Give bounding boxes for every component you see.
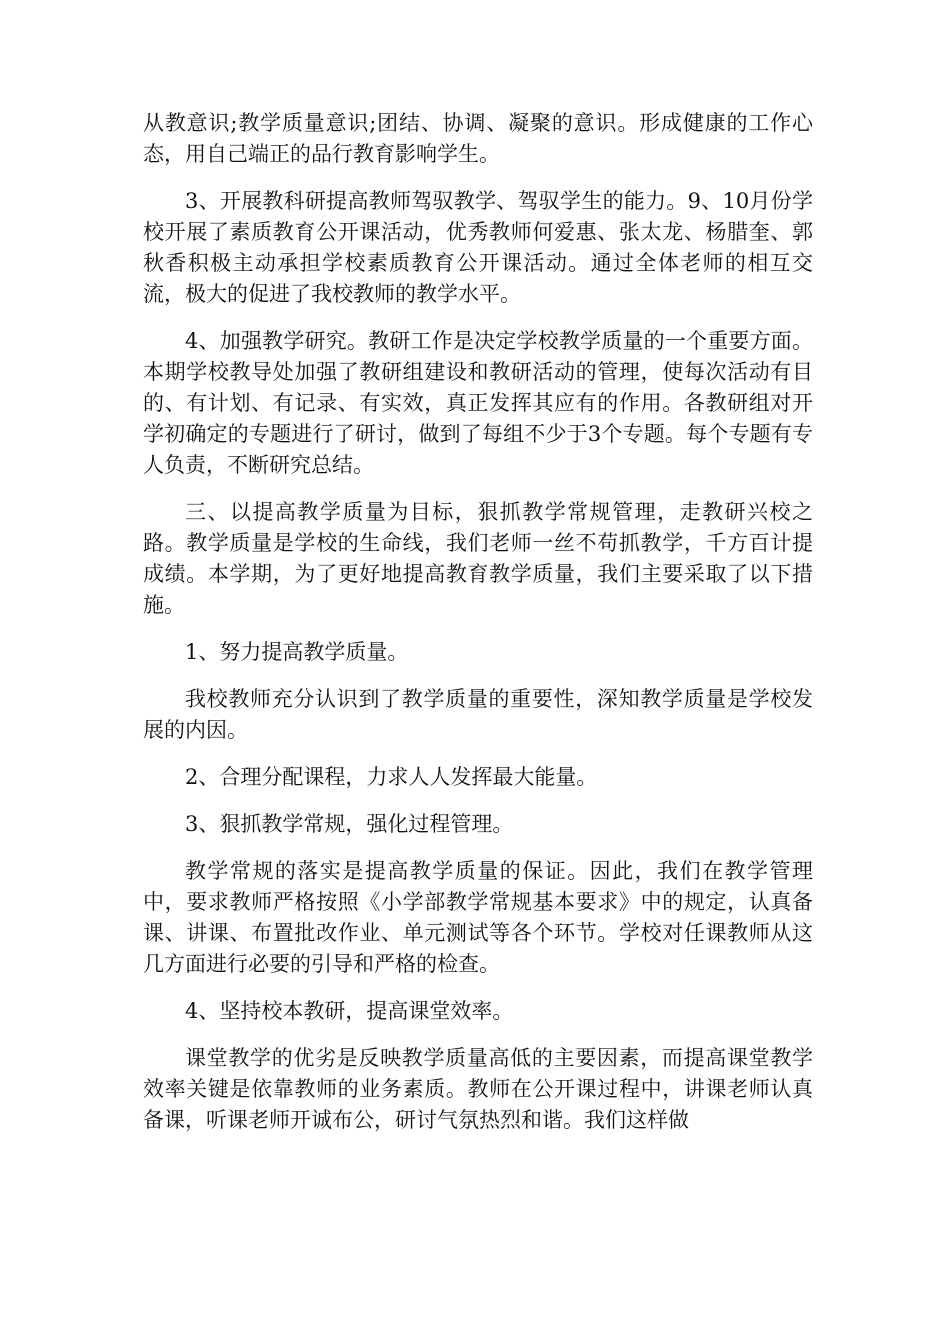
paragraph-subitem-3: 3、狠抓教学常规，强化过程管理。 [185, 812, 514, 836]
paragraph-continued: 从教意识;教学质量意识;团结、协调、凝聚的意识。形成健康的工作心态，用自己端正的品行教育影响学生。 [143, 111, 813, 166]
paragraph-item-3-research: 3、开展教科研提高教师驾驭教学、驾驭学生的能力。9、10月份学校开展了素质教育公开课活动，优秀教师何爱惠、张太龙、杨腊奎、郭秋香积极主动承担学校素质教育公开课活动。通过全体老师的相互交流，极大的促进了我校教师的教学水平。 [143, 189, 813, 306]
paragraph-subitem-3-detail: 教学常规的落实是提高教学质量的保证。因此，我们在教学管理中，要求教师严格按照《小学部教学常规基本要求》中的规定，认真备课、讲课、布置批改作业、单元测试等各个环节。学校对任课教师从这几方面进行必要的引导和严格的检查。 [143, 859, 813, 976]
paragraph-subitem-2: 2、合理分配课程，力求人人发挥最大能量。 [185, 765, 598, 789]
paragraph-item-4-teaching-research: 4、加强教学研究。教研工作是决定学校教学质量的一个重要方面。本期学校教导处加强了教研组建设和教研活动的管理，使每次活动有目的、有计划、有记录、有实效，真正发挥其应有的作用。各教研组对开学初确定的专题进行了研讨，做到了每组不少于3个专题。每个专题有专人负责，不断研究总结。 [143, 329, 813, 477]
paragraph-subitem-4: 4、坚持校本教研，提高课堂效率。 [185, 999, 514, 1023]
paragraph-subitem-4-detail: 课堂教学的优劣是反映教学质量高低的主要因素，而提高课堂教学效率关键是依靠教师的业务素质。教师在公开课过程中，讲课老师认真备课，听课老师开诚布公，研讨气氛热烈和谐。我们这样做 [143, 1046, 813, 1132]
paragraph-subitem-1-detail: 我校教师充分认识到了教学质量的重要性，深知教学质量是学校发展的内因。 [143, 687, 813, 742]
paragraph-section-3: 三、以提高教学质量为目标，狠抓教学常规管理，走教研兴校之路。教学质量是学校的生命线，我们老师一丝不苟抓教学，千方百计提成绩。本学期，为了更好地提高教育教学质量，我们主要采取了以下措施。 [143, 500, 813, 617]
paragraph-subitem-1: 1、努力提高教学质量。 [185, 640, 409, 664]
document-body [143, 108, 813, 1152]
